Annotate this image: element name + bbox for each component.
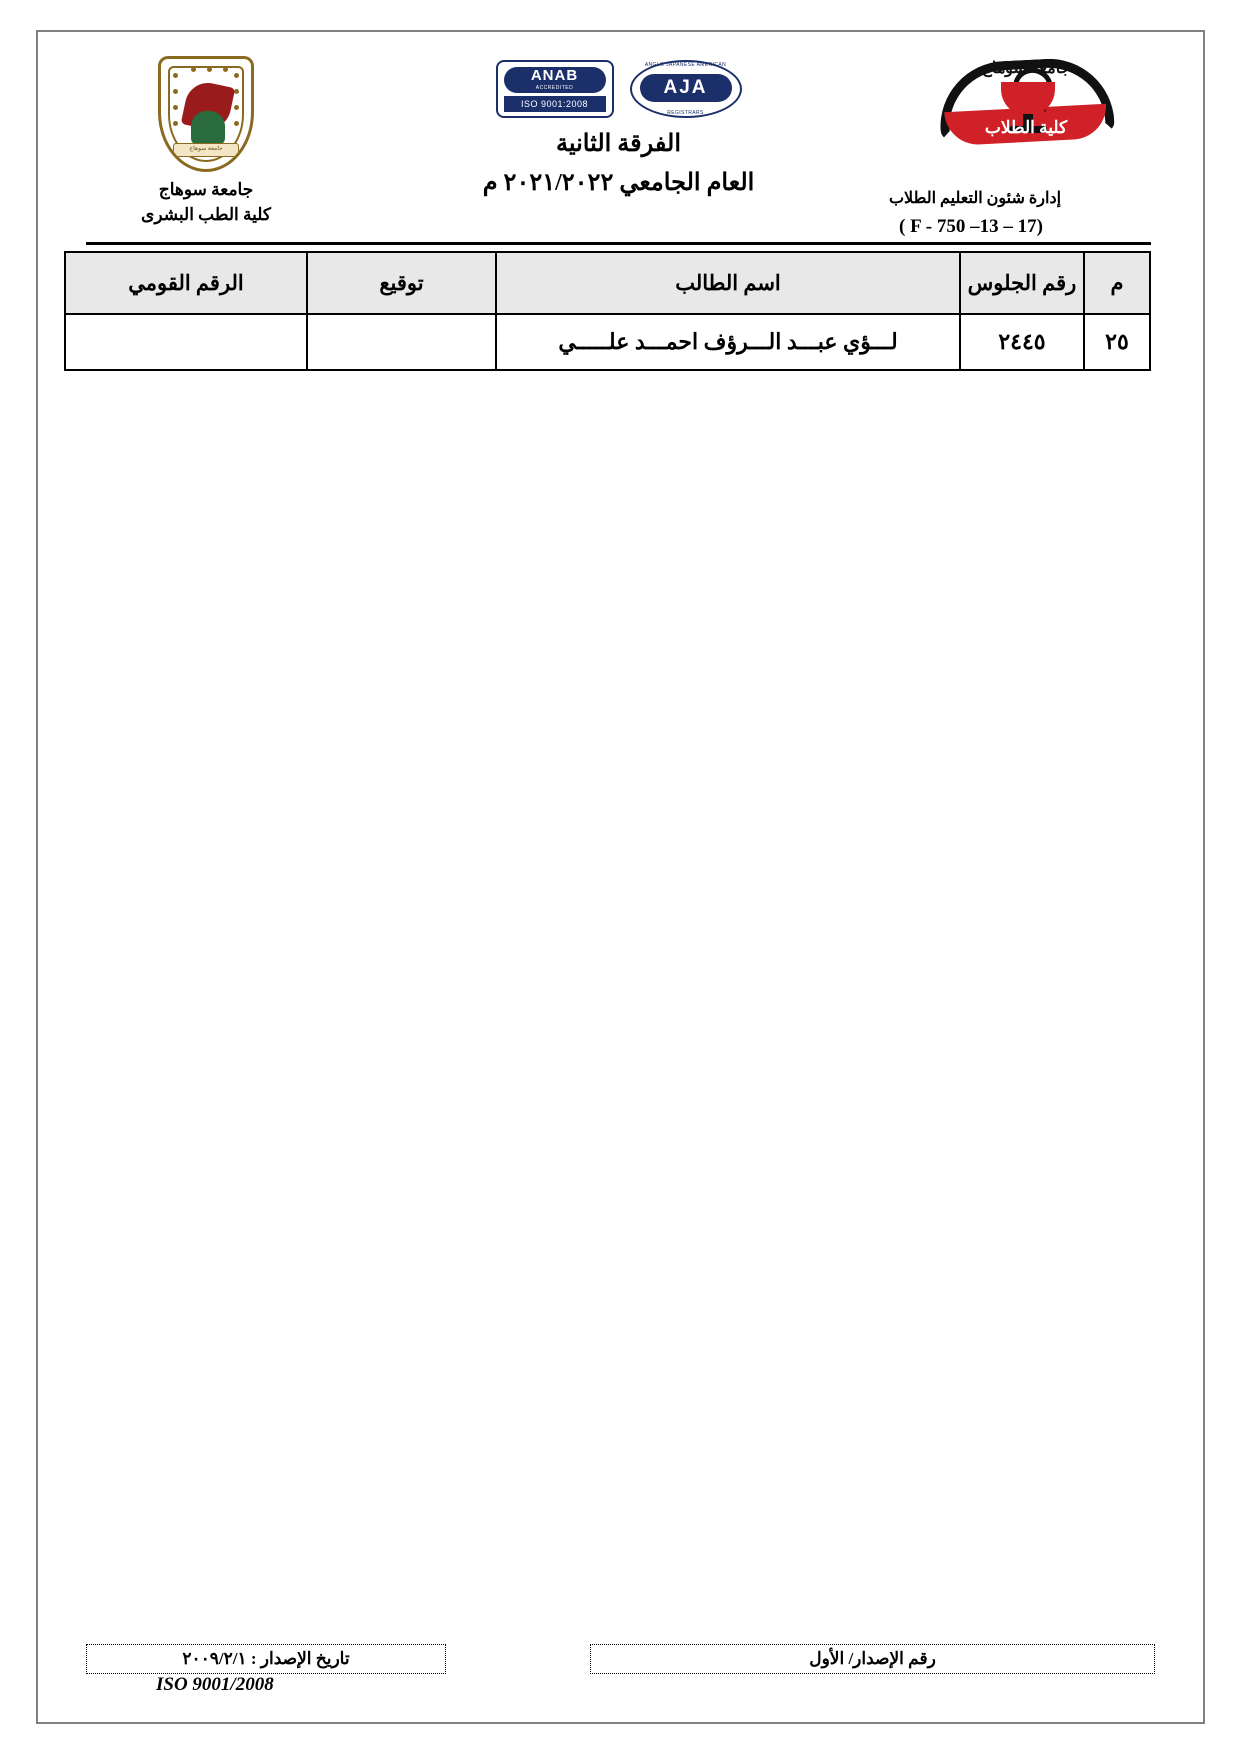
- accreditation-badges: [86, 60, 1151, 118]
- department-label: إدارة شئون التعليم الطلاب: [888, 190, 1062, 207]
- students-table: [64, 251, 1151, 371]
- document-footer: [86, 1644, 1155, 1696]
- table-row: [65, 314, 1150, 370]
- cell-national-id[interactable]: [65, 314, 307, 370]
- table-header-row: [65, 252, 1150, 314]
- document-header: [86, 48, 1151, 238]
- anab-badge-icon: [496, 60, 614, 118]
- form-code-label: ( F - 750 –13 – 17): [899, 216, 1043, 237]
- column-header-seat: رقم الجلوس: [960, 252, 1084, 314]
- footer-issue-number: رقم الإصدار/ الأول: [590, 1644, 1155, 1674]
- anab-label: ANAB: [530, 67, 579, 84]
- header-divider: [86, 242, 1151, 245]
- footer-issue-date: تاريخ الإصدار : ٢٠٠٩/٢/١: [86, 1644, 446, 1674]
- cell-signature[interactable]: [307, 314, 496, 370]
- anab-iso-label: ISO 9001:2008: [504, 96, 606, 112]
- footer-iso-label: ISO 9001/2008: [156, 1674, 274, 1695]
- header-center: [86, 60, 1151, 202]
- column-header-name: اسم الطالب: [496, 252, 960, 314]
- anab-sub-label: ACCREDITED: [535, 85, 574, 91]
- page-content: [86, 48, 1151, 371]
- cell-seat-number: ٢٤٤٥: [960, 314, 1084, 370]
- logo-top-text: جامعة سوهاج: [981, 60, 1071, 77]
- aja-bottom-label: REGISTRARS: [667, 110, 704, 116]
- crest-band-text: جامعة سوهاج: [173, 143, 239, 157]
- column-header-signature: توقيع: [307, 252, 496, 314]
- document-title-line2: العام الجامعي ٢٠٢١/٢٠٢٢ م: [482, 170, 755, 197]
- aja-top-label: ANGLO JAPANESE AMERICAN: [644, 62, 727, 68]
- logo-bottom-text: كلية الطلاب: [984, 118, 1068, 137]
- column-header-index: م: [1084, 252, 1150, 314]
- column-header-national-id: الرقم القومي: [65, 252, 307, 314]
- document-title-line1: الفرقة الثانية: [555, 131, 682, 157]
- aja-badge-icon: [630, 60, 742, 118]
- cell-student-name: لـــؤي عبـــد الـــرؤف احمـــد علـــــي: [496, 314, 960, 370]
- aja-label: AJA: [640, 74, 732, 102]
- cell-index: ٢٥: [1084, 314, 1150, 370]
- university-name: جامعة سوهاج: [158, 180, 254, 199]
- faculty-name: كلية الطب البشرى: [141, 204, 271, 224]
